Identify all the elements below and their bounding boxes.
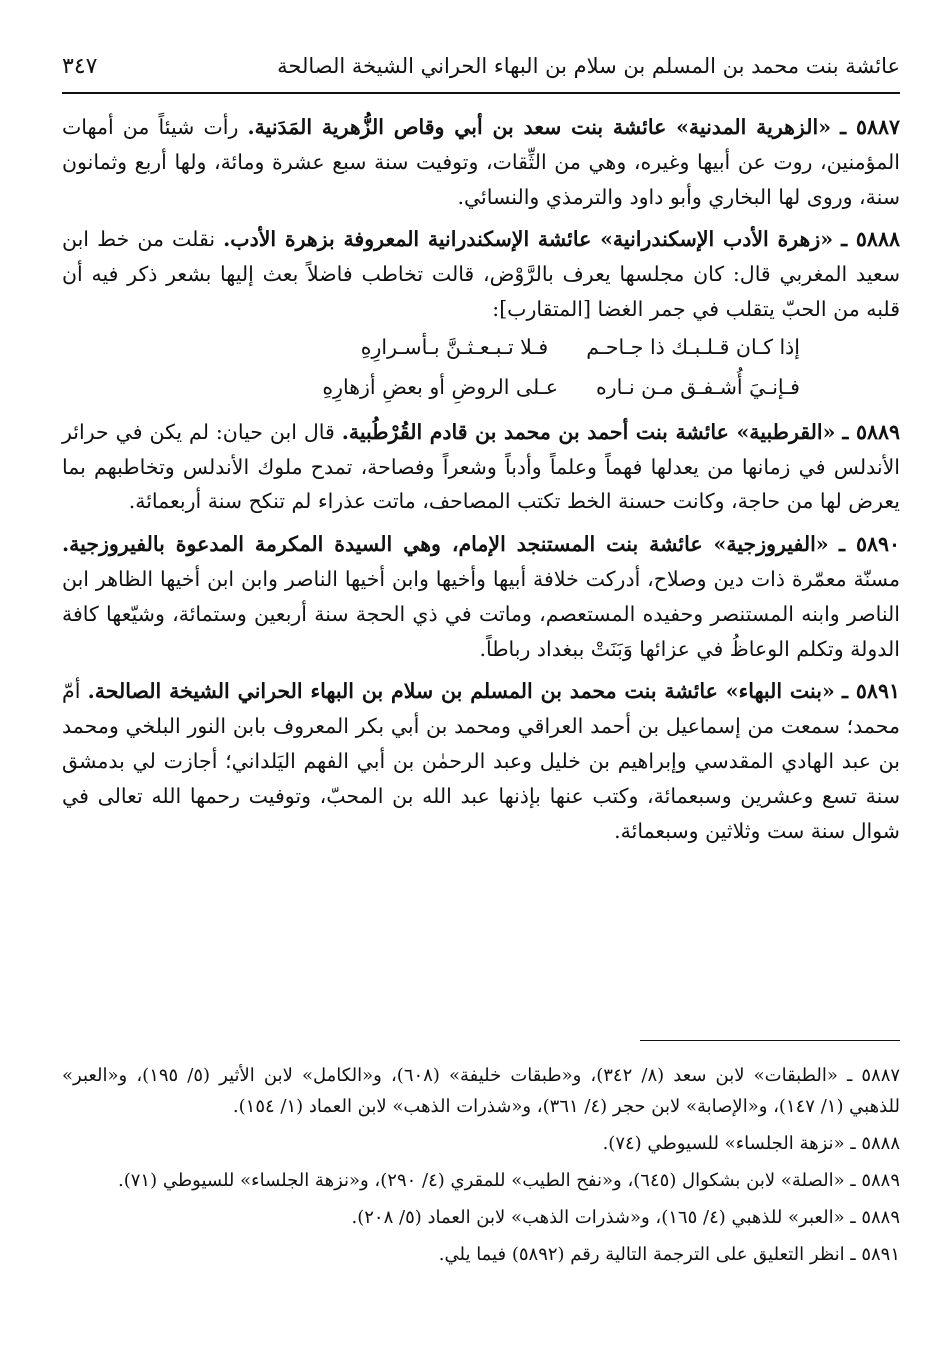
entry-heading: «الفيروزجية» عائشة بنت المستنجد الإمام، وهي السيدة المكرمة المدعوة بالفيروزجية. <box>62 532 829 557</box>
footnote-number: ٥٨٨٩ ـ <box>850 1170 900 1191</box>
footnote <box>62 1202 900 1233</box>
footnote-text: «الطبقات» لابن سعد (٨/ ٣٤٢)، و«طبقات خليفة» (٦٠٨)، و«الكامل» لابن الأثير (٥/ ١٩٥)، و«العبر» للذهبي (١/ ١٤٧)، و«الإصابة» لابن حجر (٤/ ٣٦١)، و«شذرات الذهب» لابن العماد (١/ ١٥٤). <box>62 1065 900 1117</box>
footnote-number: ٥٨٩١ ـ <box>850 1244 900 1265</box>
verse-second-hemistich: فـلا تـبـعـثـنَّ بـأسـرارِهِ <box>360 334 549 359</box>
entry-5888 <box>62 222 900 406</box>
entry-number: ٥٨٨٧ ـ <box>840 115 900 139</box>
poem-verse <box>62 327 900 367</box>
footnote-text: «نزهة الجلساء» للسيوطي (٧٤). <box>602 1133 845 1154</box>
entry-number: ٥٨٩١ ـ <box>842 679 900 704</box>
poem-verse <box>62 367 900 407</box>
entry-heading: «بنت البهاء» عائشة بنت محمد بن المسلم بن سلام بن البهاء الحراني الشيخة الصالحة. <box>87 679 835 704</box>
footnote <box>62 1239 900 1270</box>
entry-5889 <box>62 415 900 519</box>
verse-first-hemistich: إذا كـان قـلـبـك ذا جـاحـم <box>586 334 800 359</box>
entry-heading: «الزهرية المدنية» عائشة بنت سعد بن أبي وقاص الزُّهرية المَدَنية. <box>247 115 832 139</box>
main-text <box>62 110 900 856</box>
entry-number: ٥٨٨٩ ـ <box>842 419 900 444</box>
entry-heading: «القرطبية» عائشة بنت أحمد بن محمد بن قادم القُرْطُبية. <box>341 419 836 444</box>
entry-text: أمّ محمد؛ سمعت من إسماعيل بن أحمد العراقي ومحمد بن أبي بكر المعروف بابن النور البلخي ومحمد بن عبد الهادي المقدسي وإبراهيم بن خليل وعبد الرحمٰن بن أبي الفهم اليَلداني؛ أجازت لي بدمشق سنة تسع وعشرين وسبعمائة، وكتب عنها بإذنها عبد الله بن المحبّ، وتوفيت رحمها الله تعالى في شوال سنة ست وثلاثين وسبعمائة. <box>62 679 900 843</box>
entry-5891 <box>62 674 900 848</box>
footnote-text: «العبر» للذهبي (٤/ ١٦٥)، و«شذرات الذهب» لابن العماد (٥/ ٢٠٨). <box>351 1207 845 1228</box>
footnote-text: «الصلة» لابن بشكوال (٦٤٥)، و«نفح الطيب» للمقري (٤/ ٢٩٠)، و«نزهة الجلساء» للسيوطي (٧١). <box>118 1170 845 1191</box>
footnote <box>62 1060 900 1122</box>
footnote <box>62 1165 900 1196</box>
footnote-number: ٥٨٨٨ ـ <box>850 1133 900 1154</box>
footnote-number: ٥٨٨٩ ـ <box>850 1207 900 1228</box>
entry-number: ٥٨٩٠ ـ <box>838 532 900 557</box>
entry-5890 <box>62 527 900 666</box>
entry-5887 <box>62 110 900 214</box>
page-header <box>62 48 900 94</box>
footnotes <box>62 1060 900 1276</box>
verse-first-hemistich: فـإنـيَ أُشـفـق مـن نـاره <box>596 374 800 399</box>
book-page <box>62 0 900 1368</box>
running-title: عائشة بنت محمد بن المسلم بن سلام بن البهاء الحراني الشيخة الصالحة <box>277 54 900 78</box>
verse-second-hemistich: عـلى الروضِ أو بعضِ أزهارِهِ <box>322 374 559 399</box>
entry-text: مسنّة معمّرة ذات دين وصلاح، أدركت خلافة أبيها وأخيها وابن أخيها الناصر وابن ابن أخيها الظاهر ابن الناصر وابنه المستنصر وحفيده المستعصم، وماتت في ذي الحجة سنة أربعين وستمائة، وشيّعها كافة الدولة وتكلم الوعاظُ في عزائها وَبَنَتْ ببغداد رباطاً. <box>62 566 900 661</box>
entry-text: قال ابن حيان: لم يكن في حرائر الأندلس في زمانها من يعدلها فهماً وعلماً وأدباً وشعراً وفصاحة، تمدح ملوك الأندلس وتخاطبهم بما يعرض لها من حاجة، وكانت حسنة الخط تكتب المصاحف، ماتت عذراء لم تنكح سنة أربعمائة. <box>62 419 900 514</box>
footnote-separator <box>640 1040 900 1041</box>
footnote-number: ٥٨٨٧ ـ <box>846 1065 901 1086</box>
entry-text: رأت شيئاً من أمهات المؤمنين، روت عن أبيها وغيره، وهي من الثِّقات، وتوفيت سنة سبع عشرة ومائة، ولها أربع وثمانون سنة، وروى لها البخاري وأبو داود والترمذي والنسائي. <box>62 115 900 209</box>
entry-text: نقلت من خط ابن سعيد المغربي قال: كان مجلسها يعرف بالرَّوْض، قالت تخاطب فاضلاً بعث إليها بشعر ذكر فيه أن قلبه من الحبّ يتقلب في جمر الغضا [المتقارب]: <box>62 227 900 321</box>
page-number: ٣٤٧ <box>62 54 98 79</box>
entry-heading: «زهرة الأدب الإسكندرانية» عائشة الإسكندرانية المعروفة بزهرة الأدب. <box>223 227 834 252</box>
footnote-text: انظر التعليق على الترجمة التالية رقم (٥٨٩٢) فيما يلي. <box>438 1244 845 1265</box>
entry-number: ٥٨٨٨ ـ <box>841 227 900 252</box>
footnote <box>62 1128 900 1159</box>
